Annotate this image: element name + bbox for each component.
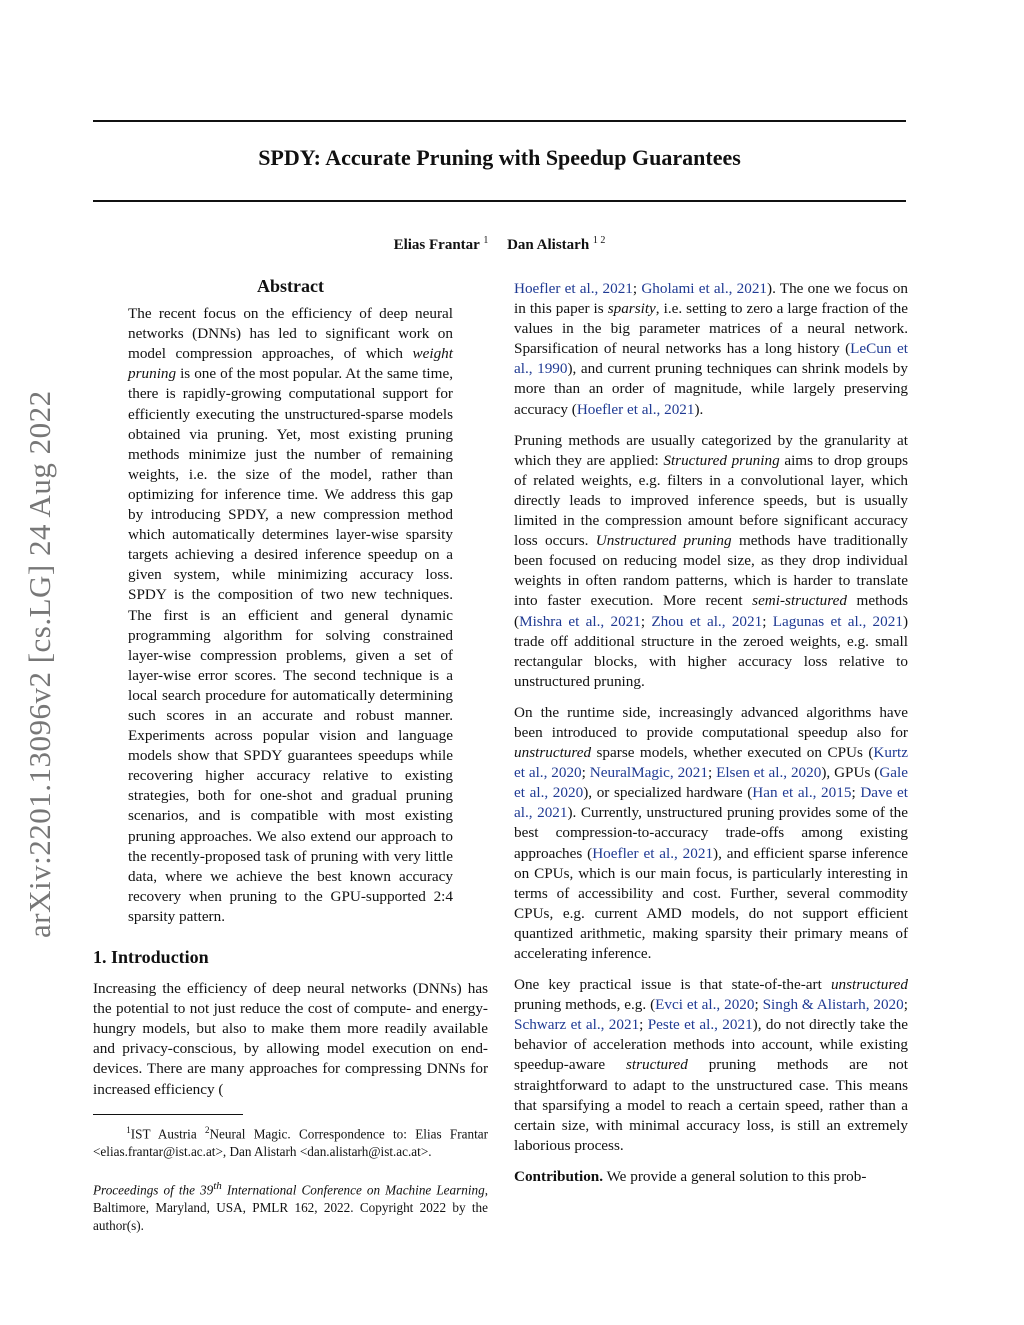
text-span: We provide a general solution to this prob- [603, 1167, 867, 1185]
citation-link[interactable]: Lagunas et al., 2021 [772, 612, 903, 630]
section-heading: 1. Introduction [93, 947, 209, 967]
text-span: ), GPUs ( [821, 764, 880, 782]
emphasis: unstructured [514, 744, 592, 762]
superscript: th [213, 1180, 222, 1193]
text-span: pruning methods, e.g. ( [514, 996, 656, 1014]
abstract-heading: Abstract [257, 276, 324, 296]
emphasis: Structured pruning [663, 451, 780, 469]
emphasis: structured [625, 1056, 688, 1074]
text-span: aims to drop groups of related weights, e.g. filters in a convolutional layer, which directly leads to improved inference speeds, but is usually limited in the compression amount before significant accuracy loss occurs. [514, 451, 908, 550]
citation-link[interactable]: Elsen et al., 2020 [716, 764, 822, 782]
footnote-mark: 1 [126, 1124, 131, 1135]
title-rule-top [93, 120, 906, 122]
citation-link[interactable]: Schwarz et al., 2021 [514, 1016, 640, 1034]
citation-link[interactable]: LeCun et al., 1990 [514, 340, 908, 378]
author-list [93, 235, 906, 254]
abstract-text [128, 304, 453, 927]
paragraph [514, 279, 908, 420]
text-span: ), or specialized hardware ( [583, 784, 753, 802]
citation-link[interactable]: Han et al., 2015 [752, 784, 852, 802]
text-span: ; [762, 612, 773, 630]
author-affiliation: 1 [483, 235, 489, 246]
emphasis: Proceedings of the 39 [93, 1182, 214, 1198]
author-name: Elias Frantar [393, 237, 480, 253]
author-affiliation: 1 2 [592, 235, 606, 246]
paragraph [514, 703, 908, 964]
text-span: The recent focus on the efficiency of deep neural networks (DNNs) has led to significant work on model compression approaches, of which [128, 305, 453, 363]
text-span: On the runtime side, increasingly advanced algorithms have been introduced to provide computational speedup also for [514, 703, 908, 741]
citation-link[interactable]: NeuralMagic, 2021 [589, 764, 708, 782]
paragraph [514, 431, 908, 692]
right-column [514, 279, 908, 1198]
text-span: ; [581, 764, 590, 782]
text-span: Increasing the efficiency of deep neural networks (DNNs) has the potential to not just reduce the cost of compute- and energy-hungry models, but also to make them more readily available and privacy-conscious, by allowing model execution on end-devices. There are many approaches for compressing DNNs for increased efficiency ( [93, 980, 488, 1098]
text-span: ; [707, 764, 717, 782]
paragraph [514, 975, 908, 1156]
text-span: Neural Magic. Correspondence to: Elias Frantar <elias.frantar@ist.ac.at>, Dan Alistarh <dan.alistarh@ist.ac.at>. [93, 1126, 488, 1160]
text-span: ; [903, 996, 908, 1014]
citation-link[interactable]: Singh & Alistarh, 2020 [762, 996, 904, 1014]
citation-link[interactable]: Hoefler et al., 2021 [514, 280, 633, 297]
text-span: ), do not directly take the behavior of acceleration methods into account, while existing speedup-aware [514, 1016, 908, 1074]
text-span: IST Austria [130, 1126, 206, 1142]
citation-link[interactable]: Zhou et al., 2021 [651, 612, 763, 630]
text-span: ). Currently, unstructured pruning provides some of the best compression-to-accuracy trade-offs among existing approaches ( [514, 804, 908, 862]
paper-title: SPDY: Accurate Pruning with Speedup Guarantees [258, 145, 741, 170]
citation-link[interactable]: Kurtz et al., 2020 [514, 744, 908, 782]
citation-link[interactable]: Hoefler et al., 2021 [576, 400, 695, 418]
text-span: , i.e. setting to zero a large fraction of the values in the big parameter matrices of a neural network. Sparsification of neural networks has a long history ( [514, 300, 908, 358]
arxiv-stamp: arXiv:2201.13096v2 [cs.LG] 24 Aug 2022 [22, 390, 57, 938]
text-span: ). [694, 400, 704, 418]
text-span: ; [639, 1016, 648, 1034]
abstract [93, 276, 488, 927]
text-span: sparse models, whether executed on CPUs ( [591, 744, 874, 762]
citation-link[interactable]: Peste et al., 2021 [647, 1016, 753, 1034]
text-span: ) trade off additional structure in the zeroed weights, e.g. small rectangular blocks, with higher accuracy loss relative to unstructured pruning. [514, 612, 908, 690]
citation-link[interactable]: Gale et al., 2020 [514, 764, 908, 802]
footnote-mark: 2 [205, 1124, 210, 1135]
text-span: , Baltimore, Maryland, USA, PMLR 162, 2022. Copyright 2022 by the author(s). [93, 1182, 488, 1234]
text-span: pruning methods are not straightforward to adapt to the unstructured case. This means that sparsifying a model to reach a certain speed, rather than a certain size, with minimal accuracy loss, is still an extremely laborious process. [514, 1056, 908, 1154]
text-span: ; [632, 280, 642, 297]
citation-link[interactable]: Gholami et al., 2021 [641, 280, 768, 297]
emphasis: weight pruning [128, 345, 453, 383]
text-span: ; [754, 996, 763, 1014]
text-span: ). The one we focus on in this paper is [514, 280, 908, 318]
paragraph-label: Contribution. [514, 1167, 604, 1185]
text-span: ; [851, 784, 861, 802]
citation-link[interactable]: Dave et al., 2021 [514, 784, 908, 822]
paragraph [93, 979, 488, 1100]
emphasis: sparsity [607, 300, 656, 318]
footnote-rule [93, 1114, 243, 1115]
citation-link[interactable]: Mishra et al., 2021 [519, 612, 641, 630]
text-span: One key practical issue is that state-of-the-art [514, 976, 831, 994]
title-rule-bottom [93, 200, 906, 202]
left-column [93, 276, 488, 1246]
emphasis: Unstructured pruning [595, 532, 732, 550]
emphasis: unstructured [830, 976, 908, 994]
text-span: is one of the most popular. At the same time, there is rapidly-growing computational support for efficiently executing the unstructured-sparse models obtained via pruning. Yet, most existing pruning methods minimize just the number of remaining weights, i.e. the size of the model, rather than optimizing for inference time. We address this gap by introducing SPDY, a new compression method which automatically determines layer-wise sparsity targets achieving a desired inference speedup on a given system, while minimizing accuracy loss. SPDY is the composition of two new techniques. The first is an efficient and general dynamic programming algorithm for solving constrained layer-wise compression problems, given a set of layer-wise error scores. The second technique is a local search procedure for automatically determining such scores in an accurate and robust manner. Experiments across popular vision and language models show that SPDY guarantees speedups while recovering higher accuracy relative to existing strategies, both for one-shot and gradual pruning scenarios, and is compatible with most existing pruning approaches. We also extend our approach to the recently-proposed task of pruning with very little data, where we achieve the best known accuracy recovery when pruning to the GPU-supported 2:4 sparsity pattern. [128, 365, 453, 925]
text-span: methods have traditionally been focused on reducing model size, as they drop individual weights in often random patterns, which is harder to translate into faster execution. More recent [514, 532, 908, 610]
text-span: Pruning methods are usually categorized by the granularity at which they are applied: [514, 431, 908, 469]
citation-link[interactable]: Evci et al., 2020 [655, 996, 755, 1014]
text-span: ; [640, 612, 652, 630]
text-span: ), and current pruning techniques can shrink models by more than an order of magnitude, while largely preserving accuracy ( [514, 360, 908, 418]
text-span: methods ( [514, 592, 908, 630]
paragraph [514, 1167, 908, 1187]
citation-link[interactable]: Hoefler et al., 2021 [592, 844, 714, 862]
emphasis: semi-structured [752, 592, 847, 610]
footnote [93, 1121, 488, 1161]
text-span: ), and efficient sparse inference on CPUs, which is our main focus, is particularly interesting in terms of accessibility and cost. Further, several commodity CPUs, e.g. current AMD models, do not support efficient quantized arithmetic, making sparsity their primary means of accelerating inference. [514, 844, 908, 962]
emphasis: International Conference on Machine Learning [221, 1182, 485, 1198]
proceedings-note [93, 1177, 488, 1235]
author-name: Dan Alistarh [507, 237, 590, 253]
